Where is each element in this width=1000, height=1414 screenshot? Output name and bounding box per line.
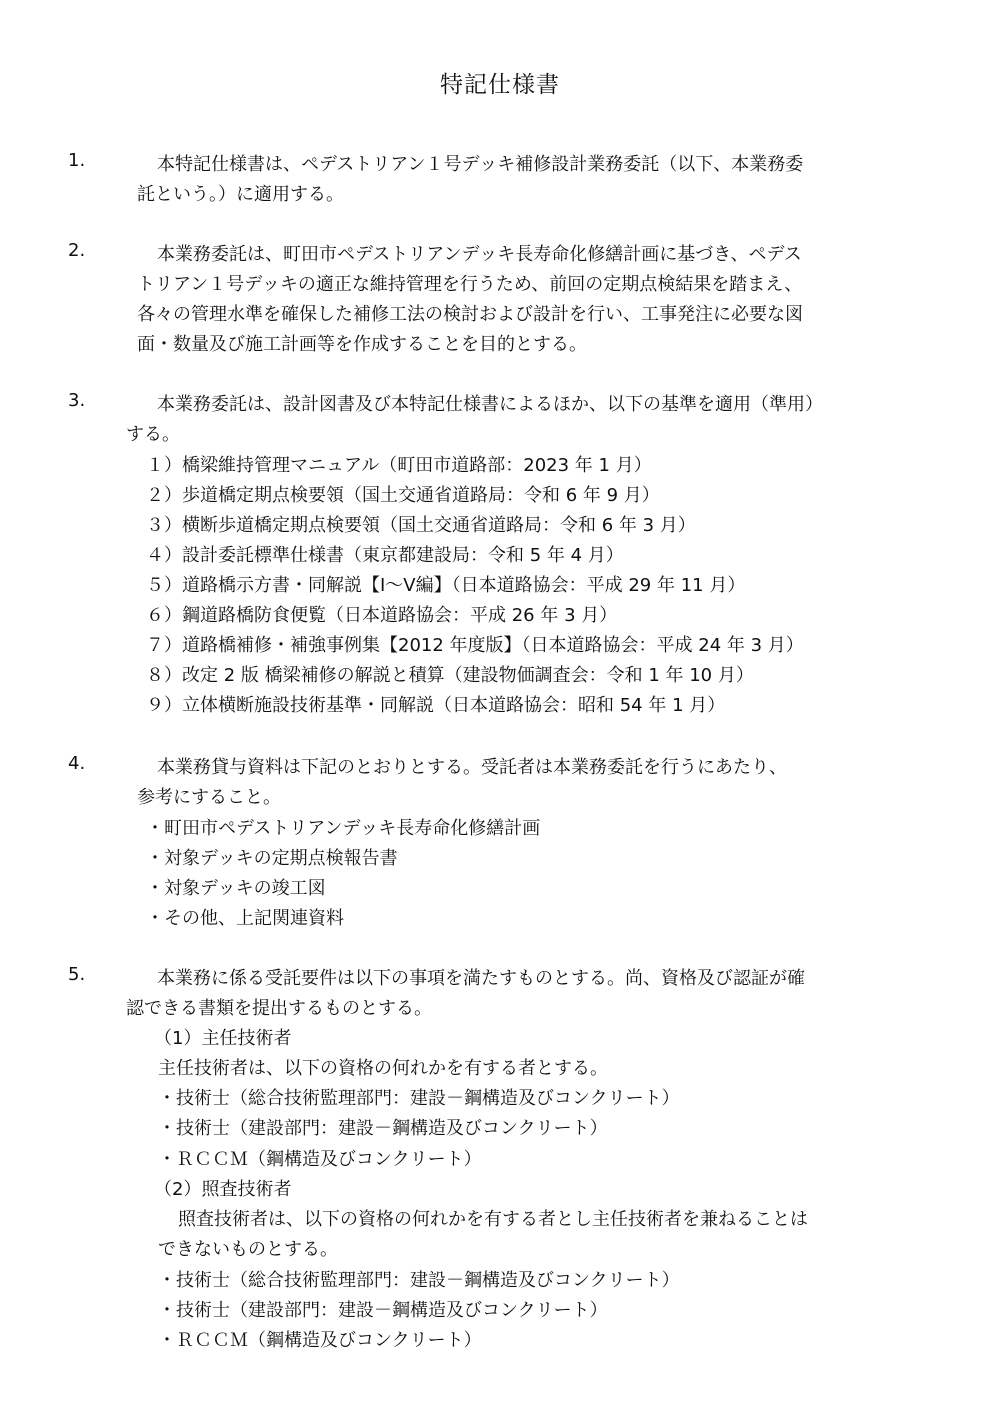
qualification-list-item: ・技術士（建設部門：建設－鋼構造及びコンクリート） bbox=[158, 1300, 608, 1321]
section-text-line: 本業務委託は、設計図書及び本特記仕様書によるほか、以下の基準を適用（準用） bbox=[157, 394, 823, 415]
section-text-line: トリアン１号デッキの適正な維持管理を行うため、前回の定期点検結果を踏まえ、 bbox=[137, 274, 803, 295]
subsection-text-line: できないものとする。 bbox=[158, 1239, 338, 1260]
standard-list-item: ７）道路橋補修・補強事例集【2012 年度版】（日本道路協会：平成 24 年 3 月） bbox=[146, 635, 804, 656]
section-text-line: 認できる書類を提出するものとする。 bbox=[126, 998, 432, 1019]
section-text-line: 各々の管理水準を確保した補修工法の検討および設計を行い、工事発注に必要な図 bbox=[137, 304, 803, 325]
subsection-heading: （1）主任技術者 bbox=[154, 1028, 292, 1049]
qualification-list-item: ・ＲＣＣＭ（鋼構造及びコンクリート） bbox=[158, 1149, 482, 1170]
section-text-line: 本特記仕様書は、ペデストリアン１号デッキ補修設計業務委託（以下、本業務委 bbox=[157, 154, 804, 175]
reference-list-item: ・対象デッキの定期点検報告書 bbox=[146, 848, 398, 869]
standard-list-item: ４）設計委託標準仕様書（東京都建設局：令和 5 年 4 月） bbox=[146, 545, 624, 566]
qualification-list-item: ・技術士（建設部門：建設－鋼構造及びコンクリート） bbox=[158, 1118, 608, 1139]
subsection-text-line: 主任技術者は、以下の資格の何れかを有する者とする。 bbox=[158, 1058, 608, 1079]
section-number: 5. bbox=[68, 964, 86, 985]
subsection-text-line: 照査技術者は、以下の資格の何れかを有する者とし主任技術者を兼ねることは bbox=[178, 1209, 808, 1230]
section-text-line: 本業務に係る受託要件は以下の事項を満たすものとする。尚、資格及び認証が確 bbox=[157, 968, 805, 989]
section-text-line: 面・数量及び施工計画等を作成することを目的とする。 bbox=[137, 334, 587, 355]
standard-list-item: １）橋梁維持管理マニュアル（町田市道路部：2023 年 1 月） bbox=[146, 455, 652, 476]
reference-list-item: ・町田市ペデストリアンデッキ長寿命化修繕計画 bbox=[146, 818, 541, 839]
standard-list-item: ２）歩道橋定期点検要領（国土交通省道路局：令和 6 年 9 月） bbox=[146, 485, 660, 506]
reference-list-item: ・その他、上記関連資料 bbox=[146, 908, 344, 929]
section-number: 4. bbox=[68, 753, 86, 774]
reference-list-item: ・対象デッキの竣工図 bbox=[146, 878, 326, 899]
standard-list-item: ９）立体横断施設技術基準・同解説（日本道路協会：昭和 54 年 1 月） bbox=[146, 695, 726, 716]
section-text-line: 参考にすること。 bbox=[137, 787, 281, 808]
document-title: 特記仕様書 bbox=[440, 72, 560, 98]
section-text-line: する。 bbox=[126, 424, 180, 445]
qualification-list-item: ・ＲＣＣＭ（鋼構造及びコンクリート） bbox=[158, 1330, 482, 1351]
section-text-line: 本業務貸与資料は下記のとおりとする。受託者は本業務委託を行うにあたり、 bbox=[157, 757, 787, 778]
section-number: 2. bbox=[68, 240, 86, 261]
standard-list-item: ８）改定 2 版 橋梁補修の解説と積算（建設物価調査会：令和 1 年 10 月） bbox=[146, 665, 754, 686]
section-text-line: 本業務委託は、町田市ペデストリアンデッキ長寿命化修繕計画に基づき、ペデス bbox=[157, 244, 802, 265]
section-text-line: 託という。）に適用する。 bbox=[137, 184, 344, 205]
section-number: 1. bbox=[68, 150, 86, 171]
subsection-heading: （2）照査技術者 bbox=[154, 1179, 292, 1200]
standard-list-item: ３）横断歩道橋定期点検要領（国土交通省道路局：令和 6 年 3 月） bbox=[146, 515, 696, 536]
standard-list-item: ５）道路橋示方書・同解説【Ⅰ～Ⅴ編】（日本道路協会：平成 29 年 11 月） bbox=[146, 575, 746, 596]
section-number: 3. bbox=[68, 390, 86, 411]
qualification-list-item: ・技術士（総合技術監理部門：建設－鋼構造及びコンクリート） bbox=[158, 1270, 680, 1291]
standard-list-item: ６）鋼道路橋防食便覧（日本道路協会：平成 26 年 3 月） bbox=[146, 605, 618, 626]
qualification-list-item: ・技術士（総合技術監理部門：建設－鋼構造及びコンクリート） bbox=[158, 1088, 680, 1109]
